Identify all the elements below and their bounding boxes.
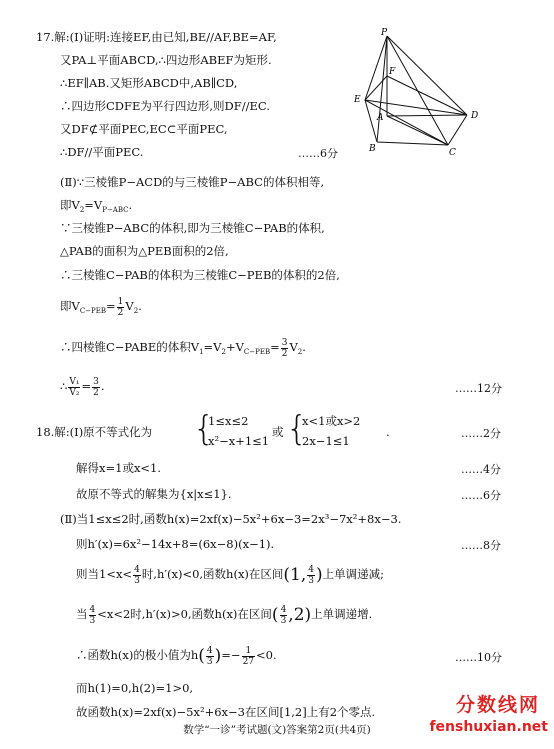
p18-line-3: 故原不等式的解集为{x|x≤1}. [76,487,232,501]
label-D: D [471,111,479,121]
p18-system1-row1: 1≤x≤2 [208,414,249,428]
p18-line-4: (Ⅱ)当1≤x≤2时,函数h(x)=2xf(x)−5x²+6x−3=2x³−7x²+8x−3. [60,512,402,526]
label-E: E [354,95,361,105]
p17-line-12: 即$V_{C-PEB}=$ $\frac{1}{2}$ $V_2$. [60,296,142,318]
p18-score-2: ……2分 [461,427,501,440]
page-footer: 数学“一诊”考试题(文)答案第2页(共4页) [183,724,371,736]
p18-system-dot: . [386,425,390,439]
p18-line-10: 故函数h(x)=2xf(x)−5x²+6x−3在区间[1,2]上有2个零点. [76,705,376,719]
p18-system2-row2: 2x−1≤1 [302,434,350,448]
p18-system2-row1: x<1或x>2 [302,414,361,428]
p17-line-10: △PAB的面积为△PEB面积的2倍, [60,244,229,258]
p17-line-9: ∵三棱锥P−ABC的体积,即为三棱锥C−PAB的体积, [60,221,325,235]
p17-line-2: 又PA⊥平面ABCD,∴四边形ABEF为矩形. [60,53,272,67]
p18-line-2: 解得x=1或x<1. [76,461,162,475]
p18-line-7: 当 $\frac{4}{3}$ <x<2时,h′(x)>0,函数h(x)在区间( $\frac{4}{3}$ ,2)上单调递增. [76,604,373,626]
p17-line-4: ∴四边形CDFE为平行四边形,则DF//EC. [60,99,270,113]
p18-line-8: ∴函数h(x)的极小值为h( $\frac{4}{3}$ )=− $\frac{1}{27}$ <0. [76,645,277,667]
p17-line-13: ∴四棱锥C−PABE的体积$V_1=V_2+V_{C-PEB}=$ $\frac{3}{2}$ $V_2$. [60,337,306,359]
p18-score-4: ……4分 [461,463,501,476]
p17-score-12: ……12分 [455,382,502,395]
brace-left-2: { [286,409,308,449]
pyramid-figure [345,24,485,159]
p17-line-11: ∴三棱锥C−PAB的体积为三棱锥C−PEB的体积的2倍, [60,268,340,282]
label-B: B [369,144,376,154]
p18-score-10: ……10分 [455,651,502,664]
p18-line-6: 则当1<x< $\frac{4}{3}$ 时,h′(x)<0,函数h(x)在区间(1, $\frac{4}{3}$ )上单调递减; [76,564,385,586]
label-P: P [381,28,388,38]
p17-line-8: 即$V_2=V_{P-ABC}$. [60,198,133,214]
label-C: C [449,148,456,158]
watermark-en: fenshuxian.net [429,719,548,735]
p18-or: 或 [272,425,284,439]
p17-line-14: ∴ $\frac{\text{V₁}}{\text{V₂}}$ = $\frac{3}{2}$ . [60,376,105,398]
p18-score-6: ……6分 [461,489,501,502]
p18-heading: 18.解:(Ⅰ)原不等式化为 [36,425,153,439]
p18-system1-row2: x²−x+1≤1 [208,434,270,448]
p17-line-5: 又DF⊄平面PEC,EC⊂平面PEC, [60,122,228,136]
p18-line-5: 则h′(x)=6x²−14x+8=(6x−8)(x−1). [76,537,275,551]
p17-line-7: (Ⅱ)∵三棱锥P−ACD的与三棱锥P−ABC的体积相等, [60,175,325,189]
p17-line-6: ∴DF//平面PEC. [60,145,144,159]
label-A: A [377,113,384,123]
p17-line-1: 17.解:(Ⅰ)证明:连接EF,由已知,BE//AF,BE=AF, [36,30,277,44]
watermark-cn: 分数线网 [455,694,540,716]
brace-left-1: { [193,409,215,449]
p17-line-3: ∴EF∥AB.又矩形ABCD中,AB∥CD, [60,76,238,90]
p18-line-9: 而h(1)=0,h(2)=1>0, [76,681,194,695]
label-F: F [389,67,396,77]
p17-score-6: ……6分 [298,147,338,160]
p18-score-8: ……8分 [461,539,501,552]
